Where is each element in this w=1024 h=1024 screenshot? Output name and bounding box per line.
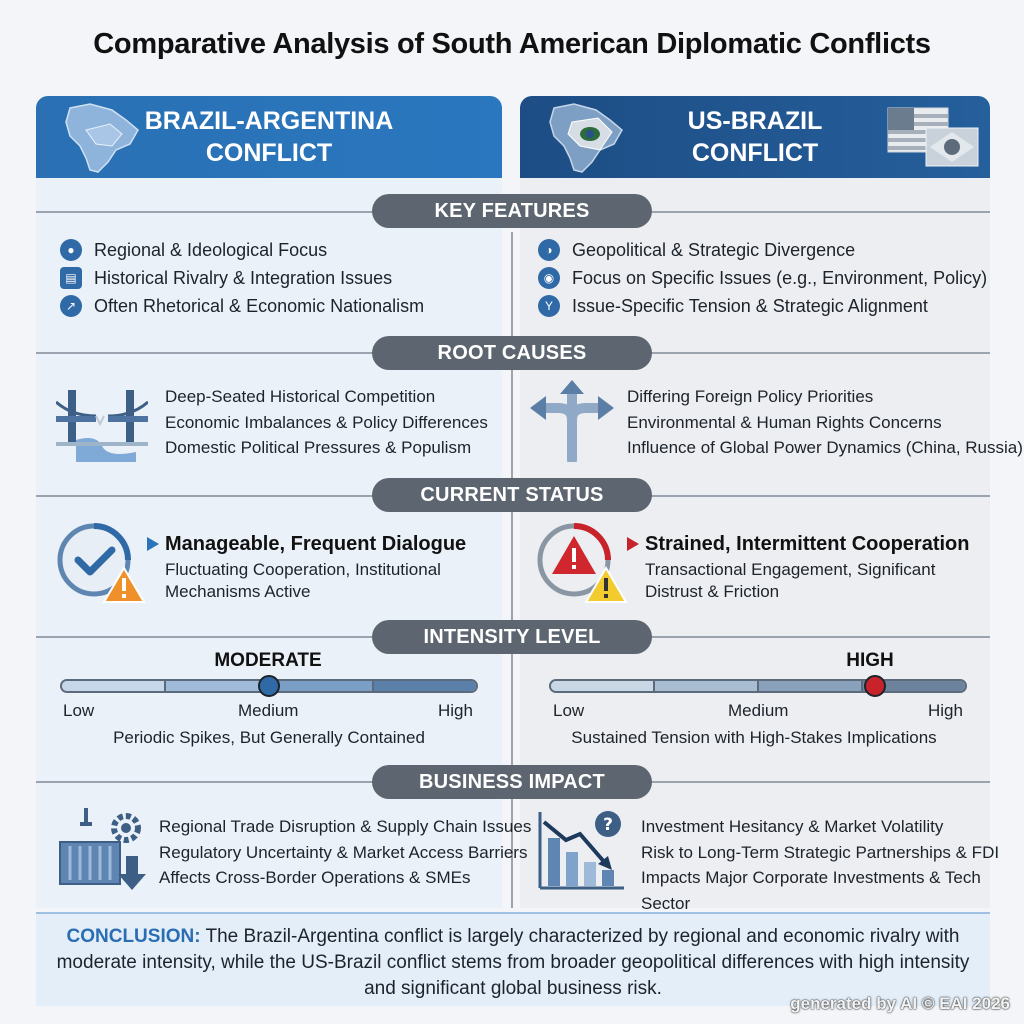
section-key-features: KEY FEATURES <box>372 194 652 228</box>
left-root-causes: Deep-Seated Historical Competition Economic Imbalances & Policy Differences Domestic Political Pressures & Populism <box>165 387 488 457</box>
conclusion-box <box>36 912 990 1006</box>
brazil-map-icon <box>534 100 634 176</box>
people-network-icon: ● <box>60 239 82 261</box>
left-status-body: Fluctuating Cooperation, Institutional Mechanisms Active <box>165 560 441 601</box>
section-intensity-level: INTENSITY LEVEL <box>372 620 652 654</box>
declining-chart-icon <box>536 808 628 892</box>
left-feature-item: ● Regional & Ideological Focus <box>60 239 327 261</box>
left-feature-item: ▤ Historical Rivalry & Integration Issues <box>60 267 392 289</box>
left-intensity-label: MODERATE <box>214 650 322 671</box>
status-arrow-icon <box>147 537 159 551</box>
brazil-argentina-header <box>36 96 502 178</box>
south-america-map-icon <box>50 100 150 176</box>
conclusion-label: CONCLUSION: <box>66 926 201 947</box>
right-intensity-gauge <box>549 679 967 693</box>
globe-icon: ◑ <box>538 239 560 261</box>
alert-warning-icon <box>536 522 628 604</box>
target-icon: ◉ <box>538 267 560 289</box>
section-current-status: CURRENT STATUS <box>372 478 652 512</box>
column-divider <box>511 232 513 908</box>
section-root-causes: ROOT CAUSES <box>372 336 652 370</box>
right-root-causes: Differing Foreign Policy Priorities Environmental & Human Rights Concerns Influence of Global Power Dynamics (China, Russia) <box>627 387 1023 457</box>
left-intensity-caption: Periodic Spikes, But Generally Contained <box>113 728 425 747</box>
right-feature-item: ◑ Geopolitical & Strategic Divergence <box>538 239 855 261</box>
scale-low: Low <box>63 701 95 720</box>
page-title: Comparative Analysis of South American Diplomatic Conflicts <box>93 28 931 60</box>
shipping-container-icon <box>56 808 148 892</box>
diverging-arrows-icon <box>528 380 616 462</box>
scale-high: High <box>928 701 963 720</box>
right-business-impact: Investment Hesitancy & Market Volatility Risk to Long-Term Strategic Partnerships & FDI Impacts Major Corporate Investments & Tech Sector <box>641 817 1000 913</box>
us-brazil-flags-icon <box>886 106 982 170</box>
left-status-title: Manageable, Frequent Dialogue <box>165 533 467 555</box>
building-icon: ▤ <box>60 267 82 289</box>
fork-icon: Y <box>538 295 560 317</box>
scale-low: Low <box>553 701 585 720</box>
us-brazil-header <box>520 96 990 178</box>
scale-medium: Medium <box>238 701 299 720</box>
left-intensity-knob <box>258 675 280 697</box>
left-business-impact: Regional Trade Disruption & Supply Chain Issues Regulatory Uncertainty & Market Access Barriers Affects Cross-Border Operations & SMEs <box>159 817 532 887</box>
right-feature-item: Y Issue-Specific Tension & Strategic Alignment <box>538 295 928 317</box>
right-status-title: Strained, Intermittent Cooperation <box>645 533 970 555</box>
right-intensity-label: HIGH <box>846 650 894 671</box>
scale-high: High <box>438 701 473 720</box>
right-intensity-knob <box>864 675 886 697</box>
trend-up-icon: ↗ <box>60 295 82 317</box>
right-intensity-caption: Sustained Tension with High-Stakes Implications <box>571 728 937 747</box>
right-feature-item: ◉ Focus on Specific Issues (e.g., Environment, Policy) <box>538 267 987 289</box>
svg-text:?: ? <box>603 815 613 835</box>
checkmark-warning-icon <box>56 522 148 604</box>
watermark: generated by AI © EAI 2026 <box>790 994 1010 1013</box>
scale-medium: Medium <box>728 701 789 720</box>
left-header-title: BRAZIL-ARGENTINA CONFLICT <box>144 107 394 167</box>
conclusion-text: The Brazil-Argentina conflict is largely characterized by regional and economic rivalry with moderate intensity, while the US-Brazil conflict stems from broader geopolitical differences with high intensity and significant global business risk. <box>56 926 970 999</box>
status-arrow-icon <box>627 537 639 551</box>
broken-bridge-icon <box>56 382 148 462</box>
right-header-title: US-BRAZIL CONFLICT <box>687 107 823 167</box>
section-business-impact: BUSINESS IMPACT <box>372 765 652 799</box>
left-feature-item: ↗ Often Rhetorical & Economic Nationalism <box>60 295 424 317</box>
right-status-body: Transactional Engagement, Significant Distrust & Friction <box>645 560 936 601</box>
